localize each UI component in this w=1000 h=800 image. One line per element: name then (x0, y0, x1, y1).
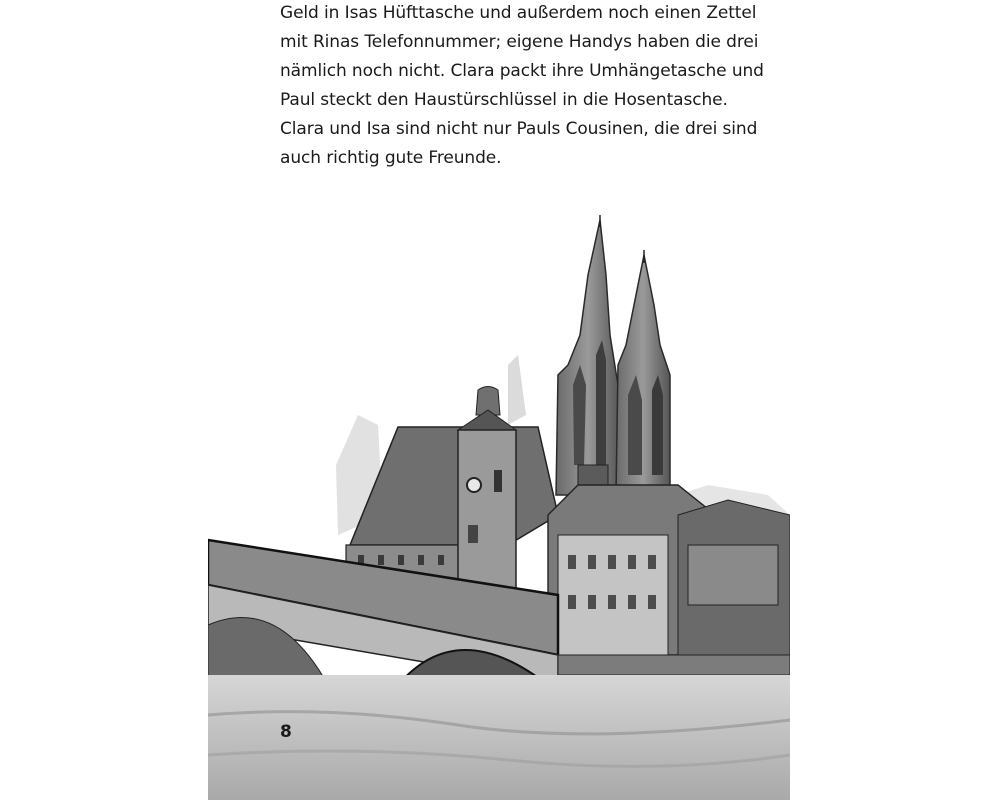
page-number: 8 (280, 722, 292, 742)
river (208, 675, 790, 800)
body-text (280, 0, 764, 173)
text-line-4: Paul steckt den Haustürschlüssel in die Hosentasche. (280, 90, 728, 110)
text-line-1: Geld in Isas Hüfttasche und außerdem noch einen Zettel (280, 3, 757, 23)
city-sketch-illustration (208, 215, 790, 800)
text-line-6: auch richtig gute Freunde. (280, 148, 502, 168)
text-line-3: nämlich noch nicht. Clara packt ihre Umhängetasche und (280, 61, 764, 81)
text-line-2: mit Rinas Telefonnummer; eigene Handys haben die drei (280, 32, 759, 52)
cathedral-spires (556, 215, 670, 495)
right-buildings (548, 485, 790, 655)
clock-tower (458, 387, 516, 591)
text-line-5: Clara und Isa sind nicht nur Pauls Cousinen, die drei sind (280, 119, 758, 139)
